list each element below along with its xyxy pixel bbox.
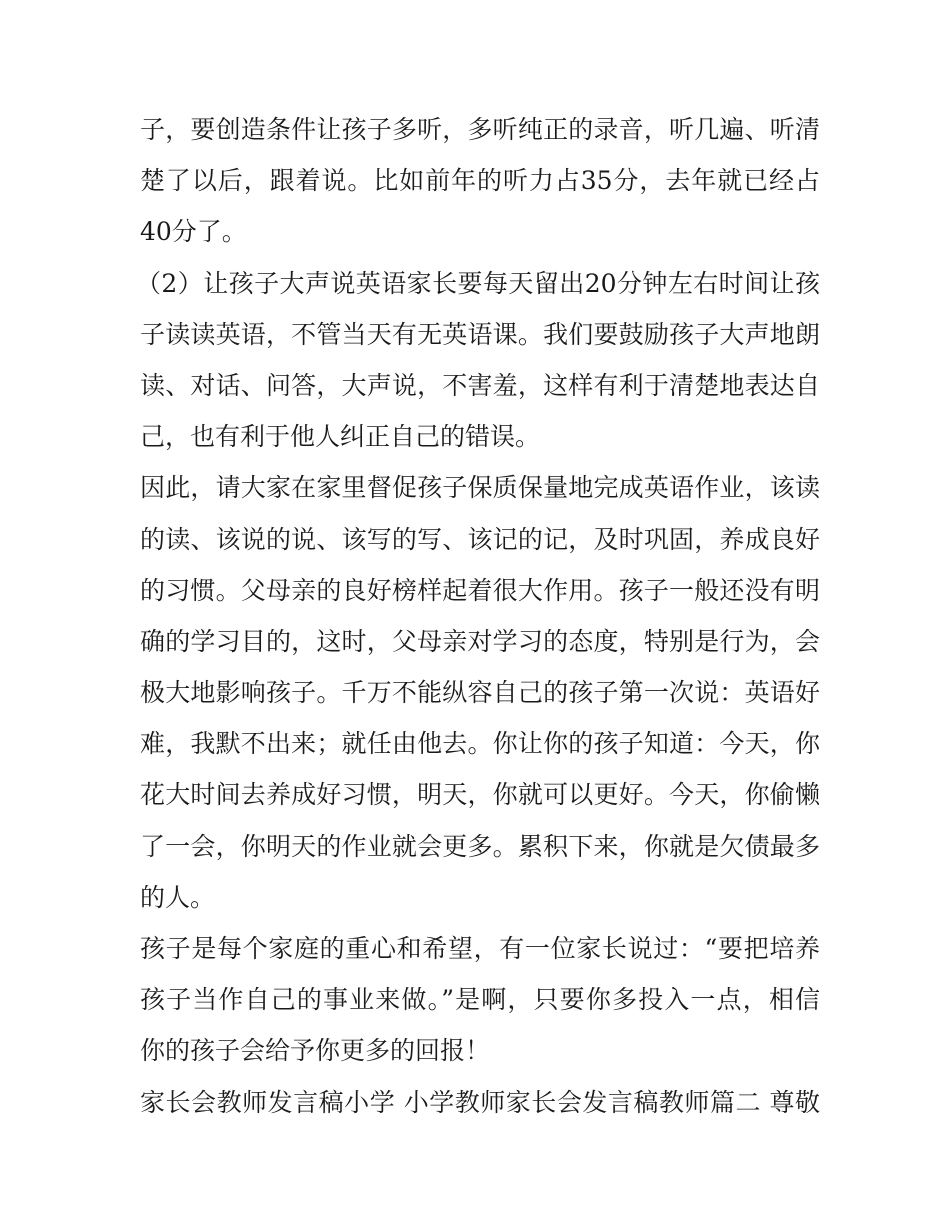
text-line: 的人。 bbox=[140, 882, 216, 912]
paragraph-homework-habits bbox=[140, 462, 820, 923]
text-line: 难，我默不出来；就任由他去。你让你的孩子知道：今天，你 bbox=[140, 729, 820, 759]
text-line: 的读、该说的说、该写的写、该记的记，及时巩固，养成良好 bbox=[140, 524, 820, 554]
text-line: 你的孩子会给予你更多的回报！ bbox=[140, 1036, 491, 1066]
text-line: 的习惯。父母亲的良好榜样起着很大作用。孩子一般还没有明 bbox=[140, 575, 820, 605]
paragraph-listening bbox=[140, 104, 820, 258]
text-line: 孩子当作自己的事业来做。”是啊，只要你多投入一点，相信 bbox=[140, 985, 820, 1015]
paragraph-hope-of-family bbox=[140, 923, 820, 1077]
text-line: 家长会教师发言稿小学 小学教师家长会发言稿教师篇二 尊敬 bbox=[140, 1087, 820, 1117]
text-line: 子读读英语，不管当天有无英语课。我们要鼓励孩子大声地朗 bbox=[140, 319, 820, 349]
text-line: 极大地影响孩子。千万不能纵容自己的孩子第一次说：英语好 bbox=[140, 678, 820, 708]
next-section-title bbox=[140, 1077, 820, 1128]
text-line: 读、对话、问答，大声说，不害羞，这样有利于清楚地表达自 bbox=[140, 370, 820, 400]
text-line: （2）让孩子大声说英语家长要每天留出20分钟左右时间让孩 bbox=[136, 268, 820, 298]
text-line: 子，要创造条件让孩子多听，多听纯正的录音，听几遍、听清 bbox=[140, 115, 820, 144]
text-line: 己，也有利于他人纠正自己的错误。 bbox=[140, 422, 541, 452]
text-line: 孩子是每个家庭的重心和希望，有一位家长说过：“要把培养 bbox=[140, 934, 820, 963]
text-line: 花大时间去养成好习惯，明天，你就可以更好。今天，你偷懒 bbox=[140, 780, 820, 810]
paragraph-speak-aloud bbox=[136, 258, 820, 463]
body-text bbox=[136, 104, 820, 1128]
text-line: 40分了。 bbox=[140, 217, 247, 247]
text-line: 了一会，你明天的作业就会更多。累积下来，你就是欠债最多 bbox=[140, 831, 820, 861]
text-line: 确的学习目的，这时，父母亲对学习的态度，特别是行为，会 bbox=[140, 626, 820, 656]
text-line: 因此，请大家在家里督促孩子保质保量地完成英语作业，该读 bbox=[140, 473, 820, 503]
text-line: 楚了以后，跟着说。比如前年的听力占35分，去年就已经占 bbox=[140, 166, 820, 196]
